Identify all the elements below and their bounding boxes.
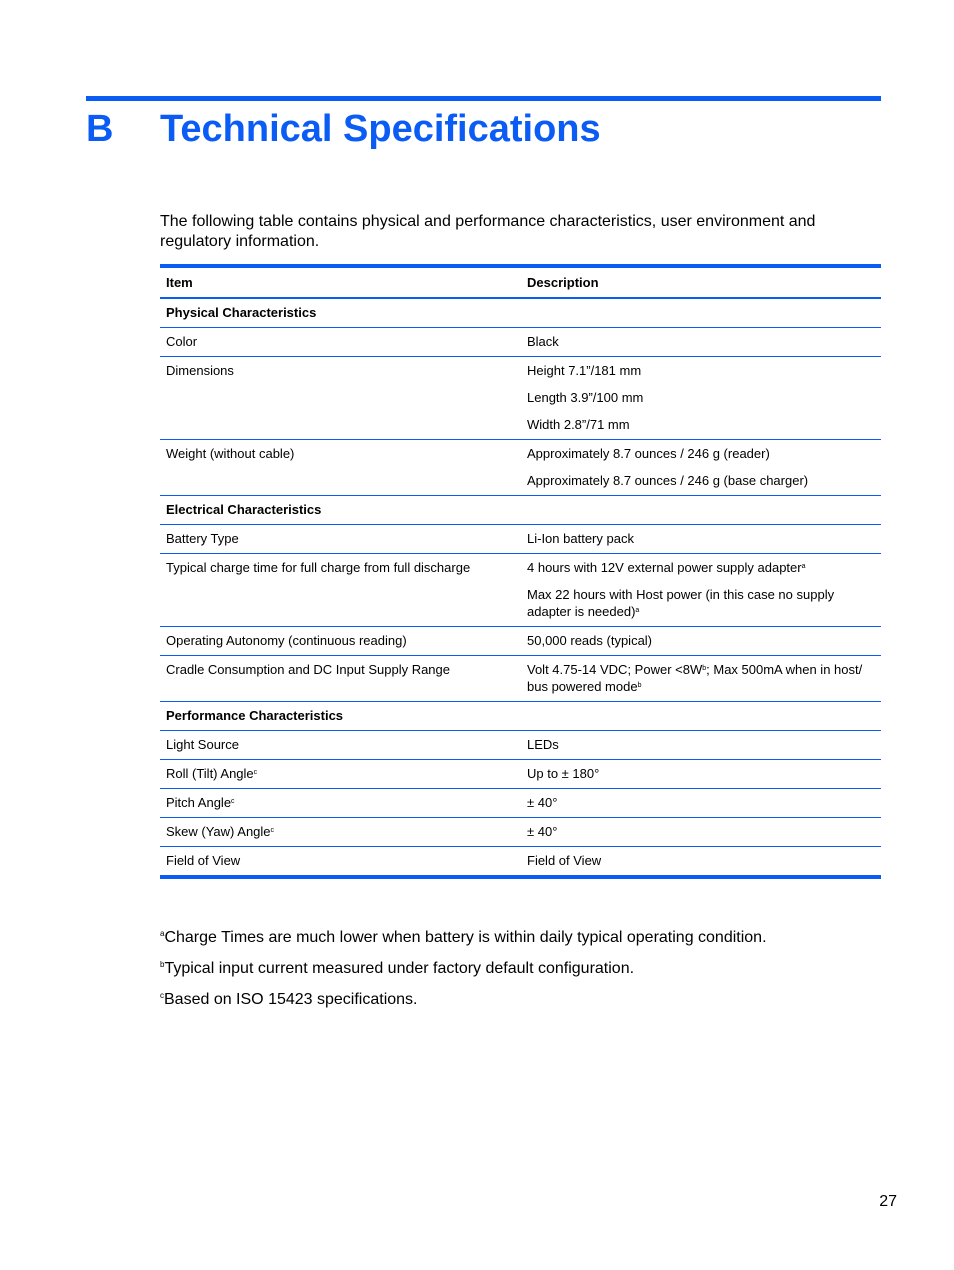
footnote-ref: b: [702, 665, 707, 672]
description-text: Volt 4.75-14 VDC; Power <8W: [527, 662, 703, 677]
description-cell: [521, 357, 881, 440]
item-cell: [160, 818, 521, 847]
page-number: 27: [879, 1193, 897, 1210]
table-row: [160, 656, 881, 702]
footnote-text: Based on ISO 15423 specifications.: [164, 991, 418, 1008]
footnote-c: [160, 990, 880, 1009]
description-text: ; Max 500mA when in host/ bus powered mode: [527, 662, 863, 694]
footnote-a: [160, 928, 880, 947]
footnote-ref: a: [635, 607, 640, 614]
footnote-text: Charge Times are much lower when battery is within daily typical operating condition.: [164, 929, 767, 946]
item-cell: [160, 760, 521, 789]
description-cell: [521, 440, 881, 496]
footnote-mark: c: [160, 991, 164, 1000]
footnote-ref: b: [637, 682, 642, 689]
section-label: Performance Characteristics: [160, 702, 521, 731]
description-line: [527, 559, 875, 576]
footnote-ref: c: [270, 827, 275, 834]
footnote-text: Typical input current measured under factory default configuration.: [164, 960, 635, 977]
footnote-mark: b: [160, 960, 165, 969]
item-cell: Typical charge time for full charge from full discharge: [160, 554, 521, 627]
footnote-ref: c: [231, 798, 235, 805]
item-cell: Dimensions: [160, 357, 521, 440]
description-cell: Up to ± 180°: [521, 760, 881, 789]
description-line: Approximately 8.7 ounces / 246 g (base charger): [527, 473, 809, 488]
description-cell: [521, 554, 881, 627]
section-empty-cell: [521, 496, 881, 525]
section-empty-cell: [521, 298, 881, 328]
description-text: Max 22 hours with Host power (in this case no supply adapter is needed): [527, 587, 835, 619]
item-cell: Battery Type: [160, 525, 521, 554]
table-row: [160, 847, 881, 878]
item-text: Roll (Tilt) Angle: [166, 766, 254, 781]
item-text: Pitch Angle: [166, 795, 232, 810]
item-cell: Weight (without cable): [160, 440, 521, 496]
footnotes: [160, 928, 880, 1021]
table-row: [160, 357, 881, 440]
table-row: [160, 440, 881, 496]
description-cell: Field of View: [527, 853, 602, 868]
description-cell: ± 40°: [521, 789, 881, 818]
description-text: 4 hours with 12V external power supply adapter: [527, 560, 802, 575]
section-row-performance: [160, 702, 881, 731]
footnote-b: [160, 959, 880, 978]
description-cell: 50,000 reads (typical): [521, 627, 881, 656]
description-line: Width 2.8”/71 mm: [527, 417, 630, 432]
description-cell: LEDs: [521, 731, 881, 760]
description-line: Length 3.9”/100 mm: [527, 390, 644, 405]
table-row: [160, 554, 881, 627]
description-cell: [521, 656, 881, 702]
description-cell: Li-Ion battery pack: [521, 525, 881, 554]
item-cell: [160, 789, 521, 818]
table-row: [160, 760, 881, 789]
table-row: [160, 525, 881, 554]
description-line: Height 7.1”/181 mm: [527, 363, 642, 378]
footnote-ref: a: [801, 563, 806, 570]
chapter-top-rule: [86, 96, 881, 101]
table-row: [160, 818, 881, 847]
table-row: [160, 627, 881, 656]
description-line: Approximately 8.7 ounces / 246 g (reader): [527, 446, 770, 461]
item-cell: Color: [160, 328, 521, 357]
intro-paragraph: The following table contains physical and performance characteristics, user environment and regulatory information.: [160, 213, 816, 250]
description-cell: Black: [521, 328, 881, 357]
column-header-item: Item: [160, 266, 521, 298]
section-label: Electrical Characteristics: [160, 496, 521, 525]
column-header-description: Description: [521, 266, 881, 298]
table-row: [160, 789, 881, 818]
section-row-electrical: [160, 496, 881, 525]
table-header-row: [160, 266, 881, 298]
section-empty-cell: [521, 702, 881, 731]
footnote-mark: a: [160, 929, 165, 938]
item-cell: Field of View: [166, 853, 241, 868]
item-text: Skew (Yaw) Angle: [166, 824, 271, 839]
item-cell: Light Source: [160, 731, 521, 760]
description-line: [527, 586, 875, 620]
item-cell: Cradle Consumption and DC Input Supply Range: [160, 656, 521, 702]
spec-table: [160, 264, 881, 879]
description-cell: ± 40°: [521, 818, 881, 847]
section-row-physical: [160, 298, 881, 328]
table-row: [160, 328, 881, 357]
section-label: Physical Characteristics: [160, 298, 521, 328]
chapter-letter: B: [86, 108, 114, 150]
table-row: [160, 731, 881, 760]
page-title: Technical Specifications: [160, 108, 601, 150]
item-cell: Operating Autonomy (continuous reading): [160, 627, 521, 656]
footnote-ref: c: [253, 769, 258, 776]
